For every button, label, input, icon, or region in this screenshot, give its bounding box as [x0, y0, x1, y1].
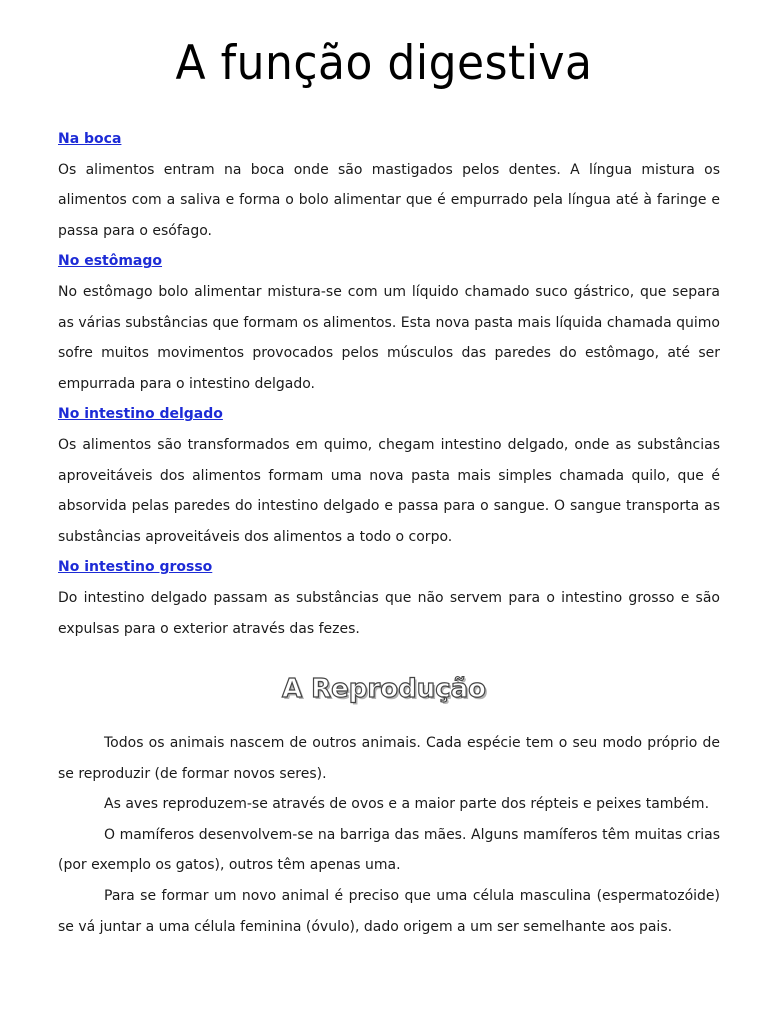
- heading-na-boca[interactable]: Na boca: [58, 131, 122, 147]
- reproduction-title: A Reprodução: [281, 674, 487, 704]
- reproduction-paragraph: As aves reproduzem-se através de ovos e a maior parte dos répteis e peixes também.: [104, 796, 710, 813]
- heading-no-estomago[interactable]: No estômago: [58, 253, 163, 270]
- heading-intestino-grosso[interactable]: No intestino grosso: [58, 559, 213, 576]
- reproduction-content: [58, 728, 720, 942]
- reproduction-paragraph: Para se formar um novo animal é preciso que uma célula masculina (espermatozóide) se vá juntar a uma célula feminina (óvulo), dado origem a um ser semelhante aos pais.: [58, 887, 720, 935]
- digestive-content: [58, 124, 720, 644]
- paragraph-intestino-grosso: Do intestino delgado passam as substâncias que não servem para o intestino grosso e são expulsas para o exterior através das fezes.: [58, 589, 720, 637]
- reproduction-paragraph: Todos os animais nascem de outros animais. Cada espécie tem o seu modo próprio de se reproduzir (de formar novos seres).: [58, 735, 720, 782]
- paragraph-na-boca: Os alimentos entram na boca onde são mastigados pelos dentes. A língua mistura os alimentos com a saliva e forma o bolo alimentar que é empurrado pela língua até à faringe e passa para o esófago.: [58, 161, 720, 239]
- heading-intestino-delgado[interactable]: No intestino delgado: [58, 406, 223, 423]
- page-title: A função digestiva: [175, 35, 593, 92]
- paragraph-intestino-delgado: Os alimentos são transformados em quimo, chegam intestino delgado, onde as substâncias aproveitáveis dos alimentos formam uma nova pasta mais simples chamada quilo, que é absorvida pelas paredes do intestino delgado e passa para o sangue. O sangue transporta as substâncias aproveitáveis dos alimentos a todo o corpo.: [58, 436, 720, 545]
- paragraph-no-estomago: No estômago bolo alimentar mistura-se com um líquido chamado suco gástrico, que separa as várias substâncias que formam os alimentos. Esta nova pasta mais líquida chamada quimo sofre muitos movimentos provocados pelos músculos das paredes do estômago, até ser empurrada para o intestino delgado.: [58, 283, 720, 392]
- reproduction-paragraph: O mamíferos desenvolvem-se na barriga das mães. Alguns mamíferos têm muitas crias (por exemplo os gatos), outros têm apenas uma.: [58, 826, 720, 874]
